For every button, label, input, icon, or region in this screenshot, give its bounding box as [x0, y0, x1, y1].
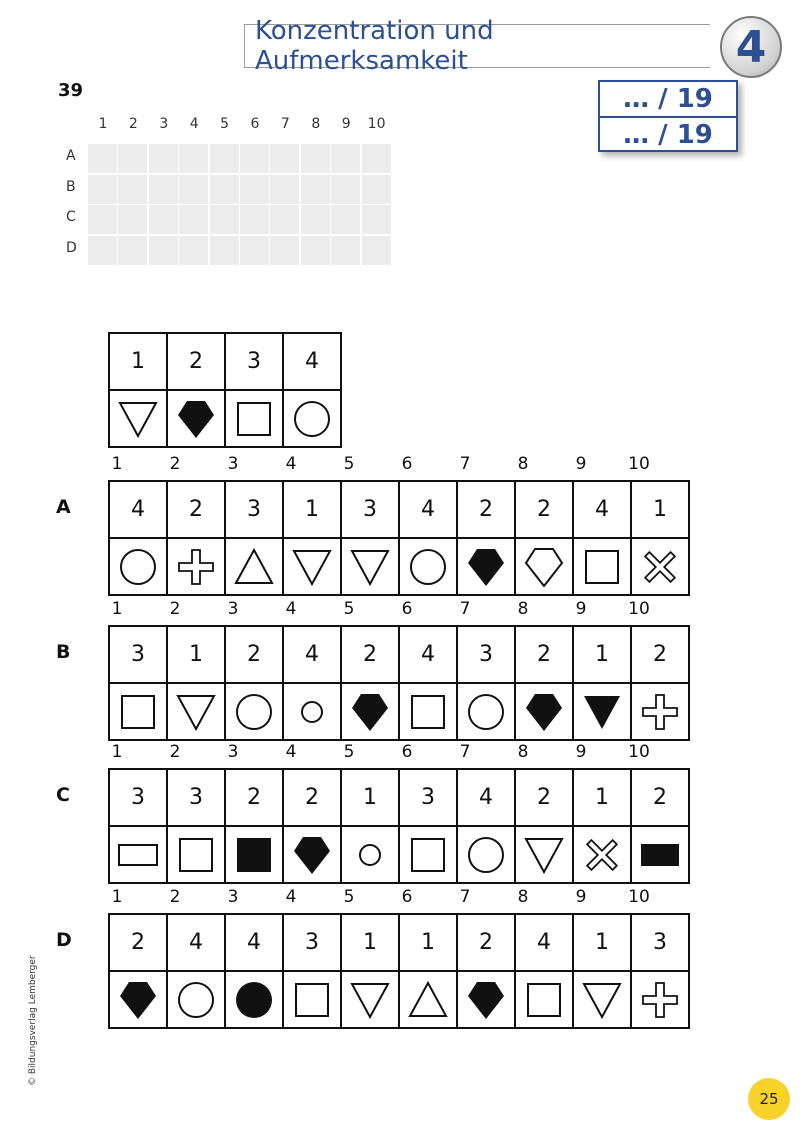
- column-number: 1: [111, 454, 123, 474]
- answer-cell[interactable]: [118, 144, 147, 173]
- column-number: 10: [628, 454, 650, 474]
- shape-cell[interactable]: [398, 825, 458, 884]
- number-cell: [630, 768, 690, 827]
- cell-number: 3: [421, 785, 435, 810]
- shape-cell[interactable]: [514, 970, 574, 1029]
- copyright: © Bildungsverlag Lemberger: [28, 955, 38, 1086]
- answer-cell[interactable]: [331, 144, 360, 173]
- answer-cell[interactable]: [270, 205, 299, 234]
- shape-cell[interactable]: [630, 825, 690, 884]
- number-cell: [108, 768, 168, 827]
- answer-cell[interactable]: [149, 175, 178, 204]
- page-number-badge: [748, 1078, 790, 1120]
- shape-cell[interactable]: [224, 825, 284, 884]
- grid-column-number: 5: [220, 116, 230, 132]
- triangle-up-outline-icon: [234, 547, 274, 587]
- shape-cell[interactable]: [282, 682, 342, 741]
- answer-cell[interactable]: [270, 236, 299, 265]
- number-cell: [514, 480, 574, 539]
- shape-cell[interactable]: [224, 537, 284, 596]
- number-cell: [514, 768, 574, 827]
- cell-number: 2: [537, 785, 551, 810]
- cell-number: 2: [247, 785, 261, 810]
- answer-cell[interactable]: [179, 175, 208, 204]
- score-line-2[interactable]: … / 19: [600, 116, 736, 152]
- column-number: 3: [227, 454, 239, 474]
- number-cell: [514, 913, 574, 972]
- plus-outline-icon: [176, 547, 216, 587]
- cell-number: 2: [131, 930, 145, 955]
- number-cell: [456, 625, 516, 684]
- shape-cell[interactable]: [456, 970, 516, 1029]
- shape-cell[interactable]: [108, 537, 168, 596]
- number-cell: [456, 913, 516, 972]
- number-cell: [340, 913, 400, 972]
- answer-cell[interactable]: [362, 144, 391, 173]
- shape-cell[interactable]: [282, 970, 342, 1029]
- shape-cell[interactable]: [108, 825, 168, 884]
- cell-number: 2: [247, 642, 261, 667]
- number-cell: [572, 768, 632, 827]
- square-outline-icon: [234, 399, 274, 439]
- cell-number: 2: [653, 785, 667, 810]
- answer-cell[interactable]: [210, 175, 239, 204]
- answer-cell[interactable]: [362, 175, 391, 204]
- plus-outline-icon: [640, 692, 680, 732]
- answer-cell[interactable]: [240, 144, 269, 173]
- cell-number: 4: [479, 785, 493, 810]
- answer-cell[interactable]: [270, 144, 299, 173]
- column-number: 7: [459, 887, 471, 907]
- square-outline-icon: [582, 547, 622, 587]
- answer-cell[interactable]: [362, 205, 391, 234]
- cell-number: 2: [189, 497, 203, 522]
- circle-outline-icon: [466, 835, 506, 875]
- answer-cell[interactable]: [88, 175, 117, 204]
- cell-number: 1: [653, 497, 667, 522]
- column-number: 4: [285, 454, 297, 474]
- column-number: 4: [285, 887, 297, 907]
- cell-number: 3: [479, 642, 493, 667]
- column-number: 6: [401, 887, 413, 907]
- triangle-down-outline-icon: [292, 547, 332, 587]
- answer-cell[interactable]: [149, 144, 178, 173]
- grid-column-number: 2: [128, 116, 138, 132]
- shape-cell[interactable]: [630, 970, 690, 1029]
- column-number: 1: [111, 742, 123, 762]
- column-number: 8: [517, 742, 529, 762]
- shape-cell[interactable]: [572, 682, 632, 741]
- answer-cell[interactable]: [179, 144, 208, 173]
- cell-number: 4: [247, 930, 261, 955]
- circle-outline-icon: [176, 980, 216, 1020]
- cell-number: 3: [305, 930, 319, 955]
- shape-cell[interactable]: [224, 682, 284, 741]
- answer-cell[interactable]: [179, 205, 208, 234]
- shape-cell[interactable]: [572, 970, 632, 1029]
- kite-filled-icon: [292, 835, 332, 875]
- cell-number: 2: [305, 785, 319, 810]
- legend-number-cell: [108, 332, 168, 391]
- score-box: [598, 80, 738, 152]
- cell-number: 1: [305, 497, 319, 522]
- circle-outline-icon: [466, 692, 506, 732]
- shape-cell[interactable]: [340, 825, 400, 884]
- cell-number: 4: [421, 642, 435, 667]
- cell-number: 2: [479, 497, 493, 522]
- triangle-down-filled-icon: [582, 692, 622, 732]
- exercise-number: 39: [58, 80, 84, 101]
- answer-cell[interactable]: [210, 205, 239, 234]
- column-number: 10: [628, 599, 650, 619]
- answer-cell[interactable]: [240, 236, 269, 265]
- cell-number: 4: [421, 497, 435, 522]
- score-line-1[interactable]: … / 19: [623, 84, 713, 114]
- number-cell: [224, 625, 284, 684]
- cell-number: 3: [247, 497, 261, 522]
- shape-cell[interactable]: [456, 537, 516, 596]
- small-circle-outline-icon: [292, 692, 332, 732]
- cell-number: 1: [595, 642, 609, 667]
- shape-cell[interactable]: [166, 537, 226, 596]
- number-cell: [398, 913, 458, 972]
- answer-cell[interactable]: [331, 236, 360, 265]
- column-number: 1: [111, 599, 123, 619]
- column-number: 10: [628, 887, 650, 907]
- cell-number: 3: [363, 497, 377, 522]
- answer-cell[interactable]: [331, 205, 360, 234]
- number-cell: [108, 913, 168, 972]
- column-number: 7: [459, 599, 471, 619]
- grid-row-label: B: [66, 178, 76, 195]
- grid-column-number: 10: [367, 116, 386, 132]
- answer-cell[interactable]: [118, 236, 147, 265]
- cell-number: 3: [189, 785, 203, 810]
- shape-cell[interactable]: [340, 970, 400, 1029]
- grid-row-label: C: [66, 209, 76, 225]
- shape-cell[interactable]: [166, 825, 226, 884]
- legend-number-cell: [224, 332, 284, 391]
- number-cell: [166, 768, 226, 827]
- shape-cell[interactable]: [398, 537, 458, 596]
- shape-cell[interactable]: [282, 537, 342, 596]
- answer-cell[interactable]: [301, 144, 330, 173]
- number-cell: [630, 480, 690, 539]
- column-number: 9: [575, 454, 587, 474]
- small-circle-outline-icon: [350, 835, 390, 875]
- answer-cell[interactable]: [88, 205, 117, 234]
- cell-number: 4: [537, 930, 551, 955]
- shape-cell[interactable]: [108, 682, 168, 741]
- column-number: 4: [285, 599, 297, 619]
- grid-row-label: A: [66, 148, 76, 164]
- number-cell: [340, 480, 400, 539]
- number-cell: [398, 768, 458, 827]
- number-cell: [456, 480, 516, 539]
- answer-cell[interactable]: [240, 175, 269, 204]
- column-number: 6: [401, 599, 413, 619]
- legend-shape-cell: [282, 389, 342, 448]
- cell-number: 1: [189, 642, 203, 667]
- circle-filled-icon: [234, 980, 274, 1020]
- legend-number: 3: [247, 349, 261, 374]
- legend-number: 1: [131, 349, 145, 374]
- kite-filled-icon: [466, 547, 506, 587]
- row-label-c: C: [56, 784, 70, 806]
- row-label-b: B: [56, 641, 71, 663]
- number-cell: [572, 913, 632, 972]
- column-number: 3: [227, 742, 239, 762]
- rectangle-outline-icon: [118, 835, 158, 875]
- legend-shape-cell: [224, 389, 284, 448]
- column-number: 6: [401, 454, 413, 474]
- cell-number: 3: [653, 930, 667, 955]
- shape-cell[interactable]: [398, 970, 458, 1029]
- shape-cell[interactable]: [630, 537, 690, 596]
- shape-cell[interactable]: [514, 682, 574, 741]
- column-number: 5: [343, 887, 355, 907]
- kite-filled-icon: [524, 692, 564, 732]
- triangle-down-outline-icon: [524, 835, 564, 875]
- grid-column-number: 9: [341, 116, 351, 132]
- number-cell: [224, 913, 284, 972]
- number-cell: [340, 625, 400, 684]
- shape-cell[interactable]: [456, 825, 516, 884]
- number-cell: [166, 625, 226, 684]
- grid-column-number: 6: [250, 116, 260, 132]
- kite-filled-icon: [350, 692, 390, 732]
- column-number: 5: [343, 742, 355, 762]
- page-number: 25: [759, 1090, 779, 1108]
- cell-number: 3: [131, 785, 145, 810]
- cell-number: 2: [363, 642, 377, 667]
- cell-number: 4: [595, 497, 609, 522]
- answer-cell[interactable]: [301, 205, 330, 234]
- answer-cell[interactable]: [210, 144, 239, 173]
- shape-cell[interactable]: [572, 825, 632, 884]
- square-outline-icon: [524, 980, 564, 1020]
- row-label-a: A: [56, 496, 71, 518]
- number-cell: [166, 480, 226, 539]
- legend-number-cell: [166, 332, 226, 391]
- answer-cell[interactable]: [362, 236, 391, 265]
- cell-number: 2: [537, 497, 551, 522]
- legend-number-cell: [282, 332, 342, 391]
- shape-cell[interactable]: [630, 682, 690, 741]
- answer-cell[interactable]: [240, 205, 269, 234]
- column-number: 7: [459, 454, 471, 474]
- legend-shape-cell: [108, 389, 168, 448]
- number-cell: [224, 480, 284, 539]
- x-outline-icon: [640, 547, 680, 587]
- shape-cell[interactable]: [166, 970, 226, 1029]
- legend-shape-cell: [166, 389, 226, 448]
- column-number: 2: [169, 742, 181, 762]
- shape-cell[interactable]: [224, 970, 284, 1029]
- column-number: 1: [111, 887, 123, 907]
- column-number: 9: [575, 887, 587, 907]
- column-number: 2: [169, 599, 181, 619]
- grid-column-number: 7: [280, 116, 290, 132]
- answer-cell[interactable]: [149, 236, 178, 265]
- column-number: 3: [227, 887, 239, 907]
- shape-cell[interactable]: [166, 682, 226, 741]
- legend-number: 4: [305, 349, 319, 374]
- column-number: 5: [343, 599, 355, 619]
- cell-number: 2: [479, 930, 493, 955]
- number-cell: [282, 913, 342, 972]
- x-outline-icon: [582, 835, 622, 875]
- number-cell: [514, 625, 574, 684]
- shape-cell[interactable]: [282, 825, 342, 884]
- triangle-down-outline-icon: [582, 980, 622, 1020]
- shape-cell[interactable]: [514, 537, 574, 596]
- triangle-down-outline-icon: [350, 980, 390, 1020]
- page-header: [244, 16, 710, 76]
- shape-cell[interactable]: [398, 682, 458, 741]
- triangle-down-outline-icon: [176, 692, 216, 732]
- answer-cell[interactable]: [210, 236, 239, 265]
- kite-filled-icon: [118, 980, 158, 1020]
- square-outline-icon: [176, 835, 216, 875]
- shape-cell[interactable]: [108, 970, 168, 1029]
- answer-cell[interactable]: [88, 236, 117, 265]
- number-cell: [398, 625, 458, 684]
- square-outline-icon: [292, 980, 332, 1020]
- kite-filled-icon: [466, 980, 506, 1020]
- column-number: 3: [227, 599, 239, 619]
- answer-cell[interactable]: [88, 144, 117, 173]
- number-cell: [630, 625, 690, 684]
- number-cell: [166, 913, 226, 972]
- legend-number: 2: [189, 349, 203, 374]
- answer-cell[interactable]: [331, 175, 360, 204]
- chapter-number: 4: [735, 21, 767, 73]
- grid-row-label: D: [66, 239, 77, 256]
- row-label-d: D: [56, 929, 72, 951]
- number-cell: [108, 625, 168, 684]
- column-number: 4: [285, 742, 297, 762]
- grid-column-number: 8: [311, 116, 321, 132]
- answer-cell[interactable]: [270, 175, 299, 204]
- cell-number: 1: [595, 930, 609, 955]
- number-cell: [282, 768, 342, 827]
- header-title: Konzentration und Aufmerksamkeit: [255, 16, 494, 76]
- number-cell: [572, 625, 632, 684]
- number-cell: [282, 625, 342, 684]
- answer-cell[interactable]: [179, 236, 208, 265]
- number-cell: [224, 768, 284, 827]
- kite-outline-icon: [524, 547, 564, 587]
- grid-column-number: 4: [189, 116, 199, 132]
- number-cell: [340, 768, 400, 827]
- cell-number: 1: [421, 930, 435, 955]
- answer-cell[interactable]: [301, 236, 330, 265]
- column-number: 10: [628, 742, 650, 762]
- column-number: 8: [517, 887, 529, 907]
- column-number: 8: [517, 454, 529, 474]
- number-cell: [572, 480, 632, 539]
- answer-cell[interactable]: [118, 205, 147, 234]
- column-number: 8: [517, 599, 529, 619]
- number-cell: [398, 480, 458, 539]
- square-filled-icon: [234, 835, 274, 875]
- cell-number: 2: [537, 642, 551, 667]
- answer-cell[interactable]: [118, 175, 147, 204]
- column-number: 5: [343, 454, 355, 474]
- cell-number: 3: [131, 642, 145, 667]
- cell-number: 1: [363, 930, 377, 955]
- answer-cell[interactable]: [149, 205, 178, 234]
- shape-cell[interactable]: [340, 537, 400, 596]
- triangle-down-outline-icon: [350, 547, 390, 587]
- cell-number: 4: [189, 930, 203, 955]
- kite-filled-icon: [176, 399, 216, 439]
- cell-number: 4: [305, 642, 319, 667]
- column-number: 2: [169, 887, 181, 907]
- column-number: 2: [169, 454, 181, 474]
- square-outline-icon: [408, 692, 448, 732]
- triangle-down-outline-icon: [118, 399, 158, 439]
- shape-cell[interactable]: [456, 682, 516, 741]
- triangle-up-outline-icon: [408, 980, 448, 1020]
- circle-outline-icon: [292, 399, 332, 439]
- column-number: 6: [401, 742, 413, 762]
- number-cell: [282, 480, 342, 539]
- circle-outline-icon: [408, 547, 448, 587]
- grid-column-number: 3: [159, 116, 169, 132]
- number-cell: [630, 913, 690, 972]
- rectangle-filled-icon: [640, 835, 680, 875]
- circle-outline-icon: [234, 692, 274, 732]
- square-outline-icon: [118, 692, 158, 732]
- column-number: 9: [575, 742, 587, 762]
- cell-number: 4: [131, 497, 145, 522]
- circle-outline-icon: [118, 547, 158, 587]
- number-cell: [108, 480, 168, 539]
- number-cell: [456, 768, 516, 827]
- answer-cell[interactable]: [301, 175, 330, 204]
- chapter-4-icon: [720, 16, 782, 78]
- cell-number: 1: [595, 785, 609, 810]
- plus-outline-icon: [640, 980, 680, 1020]
- grid-column-number: 1: [98, 116, 108, 132]
- shape-cell[interactable]: [514, 825, 574, 884]
- shape-cell[interactable]: [572, 537, 632, 596]
- cell-number: 1: [363, 785, 377, 810]
- column-number: 9: [575, 599, 587, 619]
- column-number: 7: [459, 742, 471, 762]
- cell-number: 2: [653, 642, 667, 667]
- shape-cell[interactable]: [340, 682, 400, 741]
- square-outline-icon: [408, 835, 448, 875]
